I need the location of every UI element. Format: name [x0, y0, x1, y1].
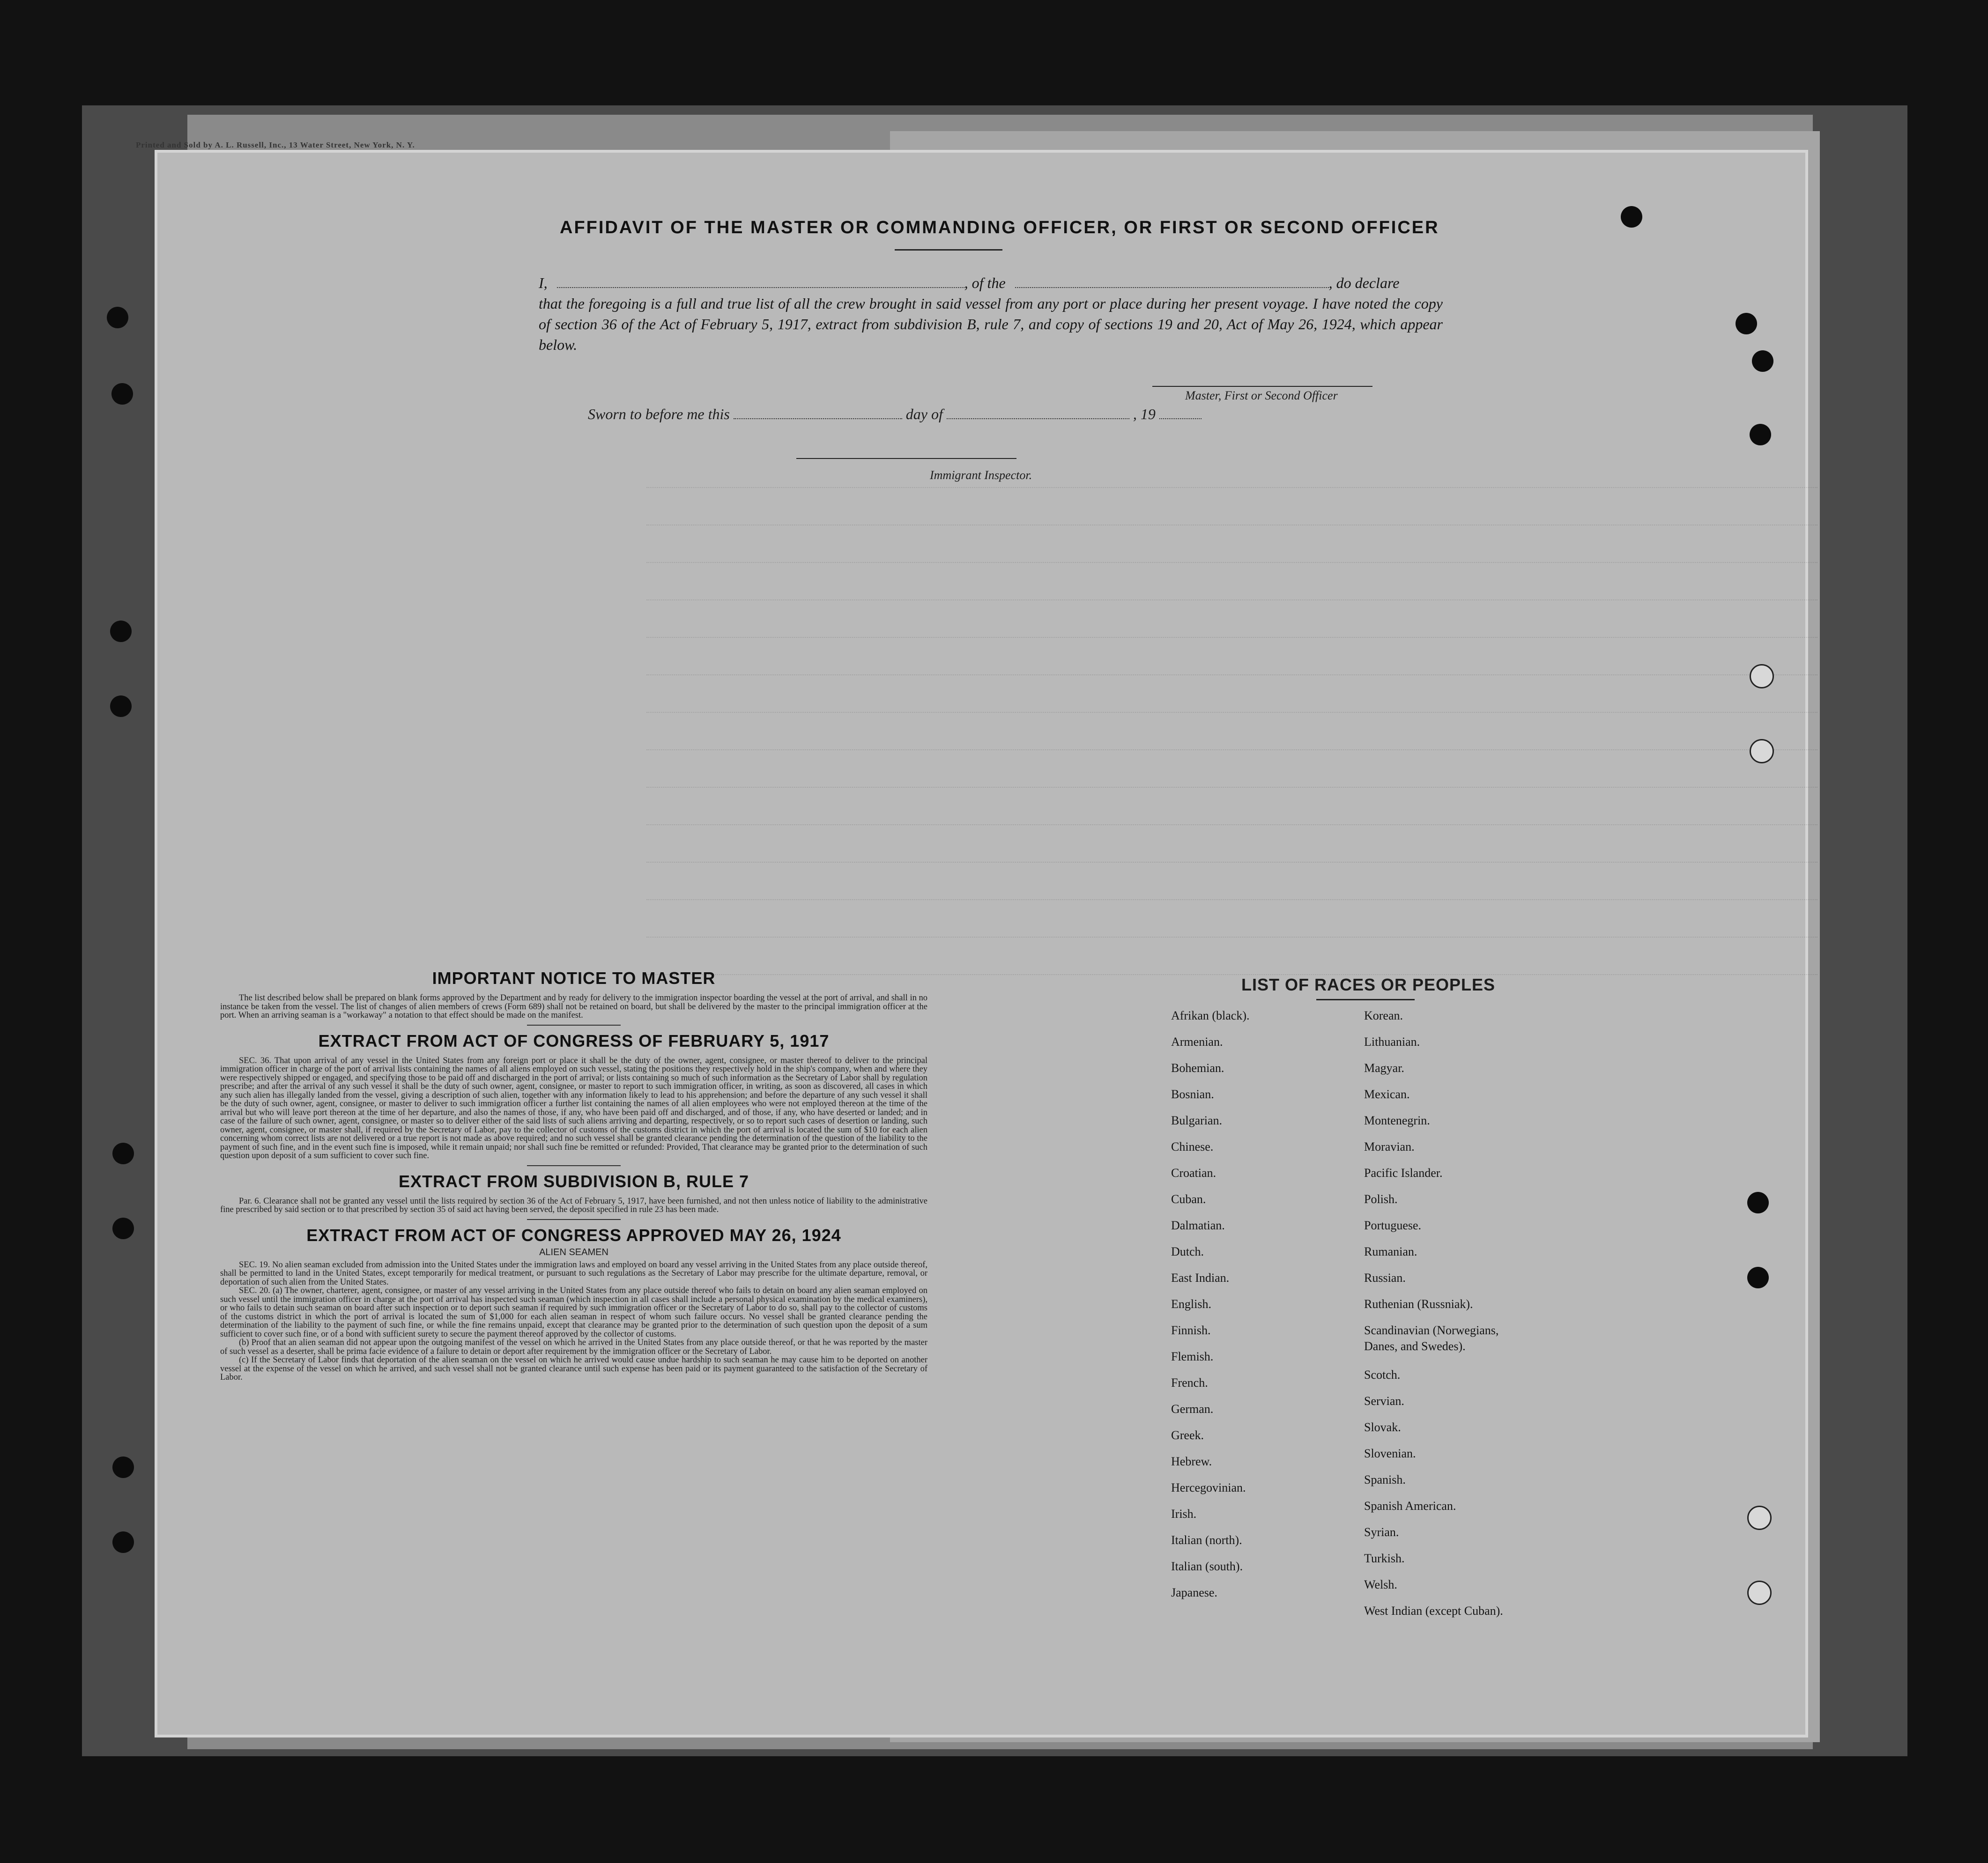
race-item: Slovenian.	[1364, 1447, 1416, 1460]
extract-1917-content: SEC. 36. That upon arrival of any vessel in the United States from any foreign port or place it shall be the duty of the owner, agent, consignee, or master thereof to deliver to the principal immigration officer in charge of the port of arrival lists containing the names of all aliens employed on such vessel, stating the positions they respectively hold in the ship's company, when and where they were respectively shipped or engaged, and specifying those to be paid off and discharged in the port of arrival; or lists containing so much of such information as the Secretary of Labor shall by regulation prescribe; and after the arrival of any such vessel it shall be the duty of such owner, agent, consignee, or master to report to such immigration officer, in writing, as soon as discovered, all cases in which any such alien has illegally landed from the vessel, giving a description of such alien, together with any information likely to lead to his apprehension; and before the departure of any such vessel it shall be the duty of such owner, agent, consignee, or master to deliver to such immigration officer a further list containing the names of all alien employees who were not employed thereon at the time of the arrival but who will leave port thereon at the time of her departure, and also the names of those, if any, who have been paid off and discharged, and of those, if any, who have deserted or landed; and in case of the failure of such owner, agent, consignee, or master so to deliver either of the said lists of such aliens arriving and departing, respectively, or so to report such cases of desertion or landing, such owner, agent, consignee, or master shall, if required by the Secretary of Labor, pay to the collector of customs of the customs district in which the port of arrival is located the sum of $10 for each alien concerning whom correct lists are not delivered or a true report is not made as above required; and no such vessel shall be granted clearance pending the determination of the question of the liability to the payment of such fine, and in the event such fine is imposed, while it remain unpaid; nor shall such fine be remitted or refunded: Provided, That clearance may be granted prior to the determination of such question upon deposit of a sum sufficient to cover such fine.	[220, 1056, 927, 1161]
bleed-through-lines	[155, 150, 1808, 1737]
separator	[527, 1165, 621, 1166]
inspector-caption: Immigrant Inspector.	[930, 468, 1032, 482]
punch-hole	[1752, 350, 1773, 372]
race-item: Finnish.	[1171, 1323, 1211, 1337]
race-item: Scandinavian (Norwegians,	[1364, 1323, 1499, 1337]
punch-hole	[1747, 1581, 1772, 1605]
printer-imprint: Printed and Sold by A. L. Russell, Inc., 13 Water Street, New York, N. Y.	[136, 140, 415, 149]
race-item: Russian.	[1364, 1271, 1406, 1285]
punch-hole	[112, 1531, 134, 1553]
extract-1917-text	[220, 1057, 927, 1161]
separator	[527, 1025, 621, 1026]
notice-heading: IMPORTANT NOTICE TO MASTER	[432, 968, 716, 988]
race-item: Hebrew.	[1171, 1455, 1212, 1468]
sworn-day-of: day of	[905, 406, 943, 422]
sec20b-content: (b) Proof that an alien seaman did not appear upon the outgoing manifest of the vessel on which he arrived in the United States from any place outside thereof, or that he was reported by the master of such vessel as a deserter, shall be prima facie evidence of a failure to detain or deport after requirement by the immigration officer or the Secretary of Labor.	[220, 1338, 927, 1356]
declaration-i: I,	[539, 274, 548, 291]
legal-notices-column	[220, 968, 927, 1382]
sec20a-content: SEC. 20. (a) The owner, charterer, agent, consignee, or master of any vessel arriving in the United States from any place outside thereof who fails to detain on board any alien seaman employed on such vessel until the immigration officer in charge at the port of arrival has inspected such seaman (which inspection in all cases shall include a personal physical examination by the medical examiners), or who fails to detain such seaman on board after such inspection or to deport such seaman if required by such immigration officer or the Secretary of Labor to do so, shall pay to the collector of customs of the customs district in which the port of arrival is located the sum of $1,000 for each alien seaman in respect of whom such failure occurs. No vessel shall be granted clearance pending the determination of the liability to the payment of such fine, or while the fine remains unpaid, except that clearance may be granted prior to the determination of such question upon the deposit of a sum sufficient to cover such fine, or of a bond with sufficient surety to secure the payment thereof approved by the collector of customs.	[220, 1286, 927, 1339]
notice-text	[220, 994, 927, 1020]
sworn-day-blank[interactable]	[734, 408, 902, 419]
race-item: Bosnian.	[1171, 1087, 1214, 1101]
sec20a-text	[220, 1286, 927, 1338]
races-rule	[1316, 999, 1415, 1000]
race-item: Mexican.	[1364, 1087, 1410, 1101]
race-item: Portuguese.	[1364, 1219, 1422, 1232]
race-item: French.	[1171, 1376, 1208, 1390]
race-item: East Indian.	[1171, 1271, 1230, 1285]
punch-hole	[1747, 1267, 1769, 1288]
race-item: Hercegovinian.	[1171, 1481, 1246, 1494]
punch-hole	[110, 695, 132, 717]
race-item: Greek.	[1171, 1428, 1204, 1442]
race-item: Armenian.	[1171, 1035, 1223, 1049]
form-page	[155, 150, 1808, 1737]
separator	[527, 1219, 621, 1220]
race-item: West Indian (except Cuban).	[1364, 1604, 1503, 1618]
race-item: Syrian.	[1364, 1525, 1399, 1539]
extract-1924-heading: EXTRACT FROM ACT OF CONGRESS APPROVED MAY 26, 1924	[306, 1225, 841, 1245]
punch-hole	[112, 1218, 134, 1239]
race-item: Afrikan (black).	[1171, 1009, 1250, 1022]
sec19-content: SEC. 19. No alien seaman excluded from admission into the United States under the immigration laws and employed on board any vessel arriving in the United States from any place outside thereof, shall be permitted to land in the United States, except temporarily for medical treatment, or pursuant to such regulations as the Secretary of Labor may prescribe for the ultimate departure, removal, or deportation of such alien from the United States.	[220, 1260, 927, 1287]
punch-hole	[1621, 206, 1642, 228]
race-item: Magyar.	[1364, 1061, 1404, 1075]
sec19-text	[220, 1261, 927, 1287]
race-item: Turkish.	[1364, 1552, 1405, 1565]
sec20c-text	[220, 1356, 927, 1382]
declaration-of-the: , of the	[964, 274, 1006, 291]
race-item: Montenegrin.	[1364, 1114, 1430, 1127]
race-item: Chinese.	[1171, 1140, 1214, 1153]
rule7-content: Par. 6. Clearance shall not be granted any vessel until the lists required by section 36 of the Act of February 5, 1917, have been furnished, and not then unless notice of liability to the administrative fine prescribed by said section or to that prescribed by section 35 of said act having been served, the deposit specified in rule 23 has been made.	[220, 1196, 927, 1214]
punch-hole	[1747, 1506, 1772, 1530]
sworn-line	[588, 406, 1202, 423]
declaration-body: that the foregoing is a full and true list of all the crew brought in said vessel from any port or place during her present voyage. I have noted the copy of section 36 of the Act of February 5, 1917, extract from subdivision B, rule 7, and copy of sections 19 and 20, Act of May 26, 1924, which appear below.	[539, 295, 1443, 353]
punch-hole	[110, 621, 132, 642]
punch-hole	[1747, 1192, 1769, 1213]
race-item: German.	[1171, 1402, 1214, 1416]
extract-1917-heading: EXTRACT FROM ACT OF CONGRESS OF FEBRUARY 5, 1917	[318, 1031, 830, 1050]
race-item: Spanish American.	[1364, 1499, 1456, 1513]
race-item: Polish.	[1364, 1192, 1398, 1206]
race-item: Dutch.	[1171, 1245, 1204, 1258]
punch-hole	[1750, 424, 1771, 445]
punch-hole	[112, 1143, 134, 1164]
affidavit-title: AFFIDAVIT OF THE MASTER OR COMMANDING OFFICER, OR FIRST OR SECOND OFFICER	[560, 218, 1439, 237]
race-item: Japanese.	[1171, 1586, 1217, 1599]
race-item: Slovak.	[1364, 1420, 1401, 1434]
race-item: Korean.	[1364, 1009, 1403, 1022]
notice-text-content: The list described below shall be prepared on blank forms approved by the Department and by ready for delivery to the immigration inspector boarding the vessel at the port of arrival, and shall in no instance be taken from the vessel. The list of changes of alien members of crews (Form 689) shall not be retained on board, but shall be delivered by the master to the principal immigration officer at the port. When an arriving seaman is a "workaway" a notation to that effect should be made on the manifest.	[220, 993, 927, 1020]
sec20c-content: (c) If the Secretary of Labor finds that deportation of the alien seaman on the vessel on which he arrived would cause undue hardship to such seaman he may cause him to be deported on another vessel at the expense of the vessel on which he arrived, and such vessel shall not be granted clearance until such expense has been paid or its payment guaranteed to the satisfaction of the Secretary of Labor.	[220, 1355, 927, 1382]
race-item: Flemish.	[1171, 1350, 1214, 1363]
race-item: Danes, and Swedes).	[1364, 1339, 1466, 1353]
race-item: Rumanian.	[1364, 1245, 1417, 1258]
punch-hole	[111, 383, 133, 405]
punch-hole	[1750, 739, 1774, 763]
race-item: Scotch.	[1364, 1368, 1401, 1382]
sworn-prefix: Sworn to before me this	[588, 406, 730, 422]
alien-seamen-subheading: ALIEN SEAMEN	[539, 1247, 608, 1257]
race-item: Bulgarian.	[1171, 1114, 1223, 1127]
race-item: Lithuanian.	[1364, 1035, 1420, 1049]
race-item: Croatian.	[1171, 1166, 1217, 1180]
master-name-blank[interactable]	[557, 287, 964, 288]
inspector-signature-line[interactable]	[796, 458, 1016, 459]
declaration-declare: , do declare	[1328, 274, 1400, 291]
race-item: English.	[1171, 1297, 1211, 1311]
race-item: Cuban.	[1171, 1192, 1206, 1206]
sworn-month-blank[interactable]	[947, 408, 1129, 419]
race-item: Italian (north).	[1171, 1533, 1242, 1547]
race-item: Welsh.	[1364, 1578, 1397, 1591]
races-heading: LIST OF RACES OR PEOPLES	[1241, 975, 1496, 994]
race-item: Moravian.	[1364, 1140, 1415, 1153]
race-item: Pacific Islander.	[1364, 1166, 1443, 1180]
punch-hole	[1750, 664, 1774, 688]
punch-hole	[107, 307, 128, 328]
race-item: Spanish.	[1364, 1473, 1406, 1486]
race-item: Ruthenian (Russniak).	[1364, 1297, 1473, 1311]
punch-hole	[1736, 313, 1757, 334]
rule7-heading: EXTRACT FROM SUBDIVISION B, RULE 7	[398, 1171, 749, 1191]
signature-line[interactable]	[1152, 386, 1372, 387]
race-item: Irish.	[1171, 1507, 1197, 1521]
sworn-year: , 19	[1133, 406, 1156, 422]
race-item: Servian.	[1364, 1394, 1404, 1408]
vessel-name-blank[interactable]	[1015, 287, 1329, 288]
title-rule	[895, 249, 1002, 251]
race-item: Dalmatian.	[1171, 1219, 1225, 1232]
signature-caption: Master, First or Second Officer	[1185, 389, 1338, 402]
race-item: Italian (south).	[1171, 1560, 1243, 1573]
sec20b-text	[220, 1338, 927, 1356]
rule7-text	[220, 1197, 927, 1214]
punch-hole	[112, 1456, 134, 1478]
declaration-paragraph	[539, 273, 1443, 355]
race-item: Bohemian.	[1171, 1061, 1224, 1075]
sworn-year-blank[interactable]	[1159, 408, 1202, 419]
